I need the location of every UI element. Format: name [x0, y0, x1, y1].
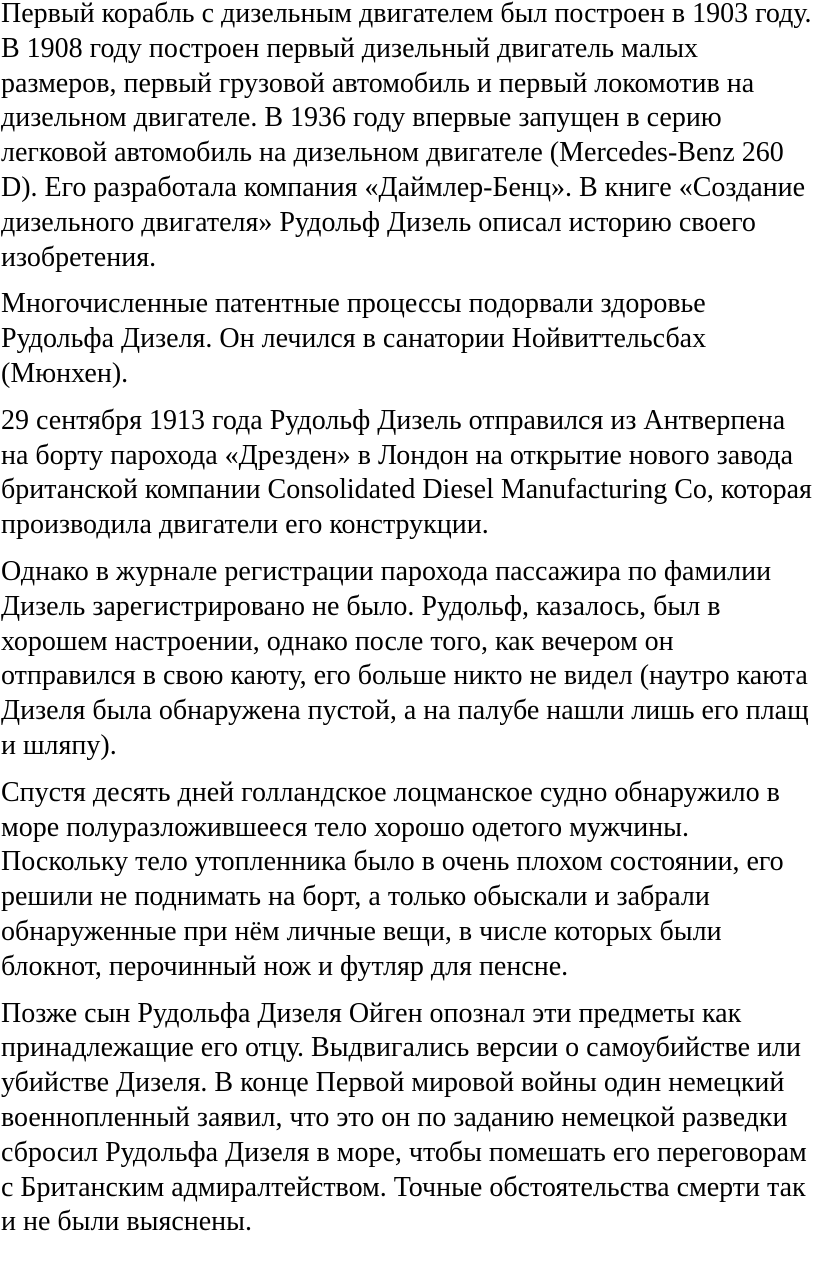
text-line: дизельного двигателя» Рудольф Дизель описал историю своего [1, 206, 756, 238]
text-line: Поскольку тело утопленника было в очень плохом состоянии, его [1, 846, 784, 878]
text-line: В 1908 году построен первый дизельный двигатель малых [1, 32, 699, 64]
text-line: военнопленный заявил, что это он по заданию немецкой разведки [1, 1101, 788, 1133]
text-line: дизельном двигателе. В 1936 году впервые запущен в серию [1, 102, 722, 134]
text-line: Однако в журнале регистрации парохода пассажира по фамилии [1, 555, 772, 587]
text-line: легковой автомобиль на дизельном двигателе (Mercedes-Benz 260 [1, 137, 784, 169]
text-line: производила двигатели его конструкции. [1, 509, 489, 541]
text-line: изобретения. [1, 241, 157, 273]
text-line: Спустя десять дней голландское лоцманское судно обнаружило в [1, 776, 780, 808]
text-line: и не были выяснены. [1, 1206, 252, 1238]
text-line: Позже сын Рудольфа Дизеля Ойген опознал эти предметы как [1, 997, 742, 1029]
text-line: британской компании Consolidated Diesel Manufacturing Co, которая [1, 474, 812, 506]
text-line: принадлежащие его отцу. Выдвигались версии о самоубийстве или [1, 1032, 801, 1064]
text-line: и шляпу). [1, 729, 117, 761]
text-line: отправился в свою каюту, его больше никто не видел (наутро каюта [1, 660, 808, 692]
text-line: 29 сентября 1913 года Рудольф Дизель отправился из Антверпена [1, 404, 786, 436]
text-line: блокнот, перочинный нож и футляр для пенсне. [1, 950, 569, 982]
paragraph-voyage [1, 404, 816, 543]
text-line: на борту парохода «Дрезден» в Лондон на открытие нового завода [1, 439, 794, 471]
paragraph-diesel-vehicles [1, 0, 816, 275]
paragraph-identification [1, 997, 816, 1241]
text-line: Дизель зарегистрировано не было. Рудольф, казалось, был в [1, 590, 721, 622]
paragraph-disappearance [1, 555, 816, 764]
text-line: Рудольфа Дизеля. Он лечился в санатории Нойвиттельсбах [1, 323, 707, 355]
text-line: D). Его разработала компания «Даймлер-Бенц». В книге «Создание [1, 171, 806, 203]
text-line: решили не поднимать на борт, а только обыскали и забрали [1, 881, 710, 913]
text-line: размеров, первый грузовой автомобиль и первый локомотив на [1, 67, 755, 99]
text-line: Первый корабль с дизельным двигателем был построен в 1903 году. [1, 0, 812, 29]
text-line: обнаруженные при нём личные вещи, в числе которых были [1, 915, 722, 947]
text-line: хорошем настроении, однако после того, как вечером он [1, 625, 674, 657]
text-line: Многочисленные патентные процессы подорвали здоровье [1, 288, 706, 320]
text-line: убийстве Дизеля. В конце Первой мировой войны один немецкий [1, 1067, 785, 1099]
text-line: море полуразложившееся тело хорошо одетого мужчины. [1, 811, 689, 843]
text-line: сбросил Рудольфа Дизеля в море, чтобы помешать его переговорам [1, 1136, 807, 1168]
text-line: Дизеля была обнаружена пустой, а на палубе нашли лишь его плащ [1, 695, 809, 727]
text-line: (Мюнхен). [1, 357, 129, 389]
paragraph-body-found [1, 776, 816, 985]
paragraph-health [1, 287, 816, 391]
text-line: с Британским адмиралтейством. Точные обстоятельства смерти так [1, 1171, 806, 1203]
